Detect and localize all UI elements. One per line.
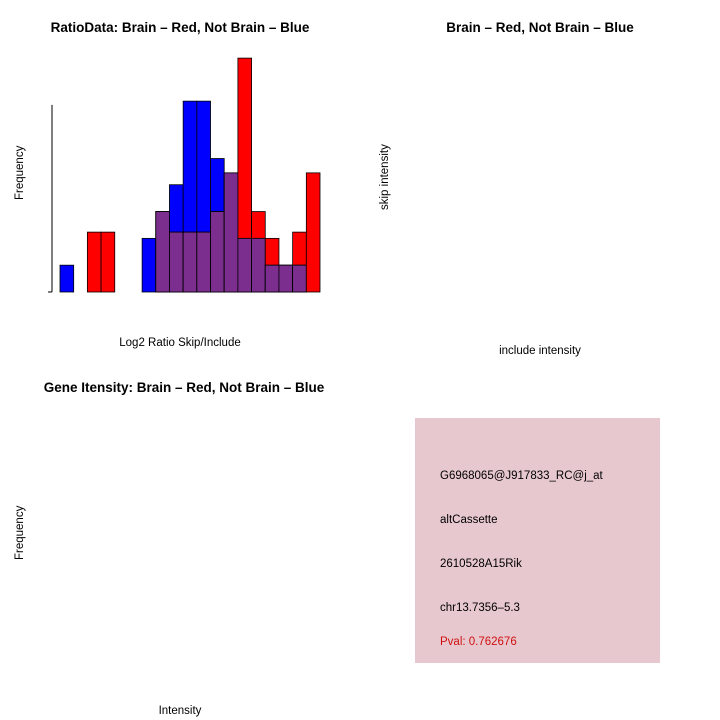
info-box [415, 418, 660, 663]
panel-ratio-xlabel: Log2 Ratio Skip/Include [119, 337, 241, 349]
histogram-bar-overlap [197, 232, 211, 292]
panel-scatter [360, 0, 720, 360]
histogram-bar-overlap [211, 212, 225, 292]
histogram-bar [87, 232, 101, 292]
scatter-plot [360, 0, 720, 360]
info-event-type: altCassette [440, 514, 498, 526]
histogram-bar-overlap [238, 238, 252, 292]
info-probe-id: G6968065@J917833_RC@j_at [440, 470, 603, 482]
histogram-bar [142, 238, 156, 292]
axes [48, 105, 52, 292]
panel-intensity-histogram [0, 360, 360, 720]
histogram-bar-overlap [183, 232, 197, 292]
info-locus: chr13.7356–5.3 [440, 602, 520, 614]
histogram-bar-overlap [156, 212, 170, 292]
histogram-bar [306, 173, 320, 292]
info-pval: Pval: 0.762676 [440, 636, 517, 648]
panel-ratio-title: RatioData: Brain – Red, Not Brain – Blue [50, 20, 310, 35]
bars [60, 58, 320, 292]
histogram-bar-overlap [265, 265, 279, 292]
panel-scatter-xlabel: include intensity [499, 345, 581, 357]
panel-scatter-ylabel: skip intensity [379, 144, 391, 210]
panel-intensity-ylabel: Frequency [14, 505, 26, 560]
histogram-bar-overlap [252, 238, 266, 292]
panel-ratio-histogram [0, 0, 360, 360]
histogram-bar-overlap [279, 265, 293, 292]
histogram-bar-overlap [169, 232, 183, 292]
intensity-histogram-plot [0, 360, 360, 720]
panel-ratio-ylabel: Frequency [14, 145, 26, 200]
histogram-bar-overlap [224, 173, 238, 292]
histogram-bar [101, 232, 115, 292]
panel-intensity-xlabel: Intensity [158, 705, 202, 717]
info-gene-symbol: 2610528A15Rik [440, 558, 522, 570]
panel-intensity-title: Gene Itensity: Brain – Red, Not Brain – Blue [43, 380, 325, 395]
ratio-histogram-plot [0, 0, 360, 360]
histogram-bar [60, 265, 74, 292]
panel-scatter-title: Brain – Red, Not Brain – Blue [446, 20, 634, 35]
histogram-bar-overlap [293, 265, 307, 292]
